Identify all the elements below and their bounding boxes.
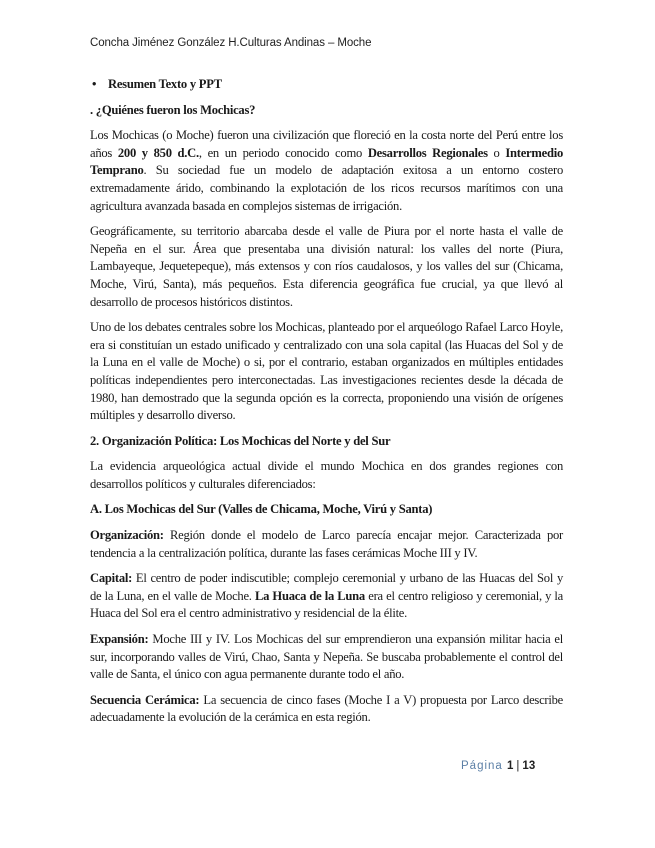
paragraph-geography: Geográficamente, su territorio abarcaba desde el valle de Piura por el norte hasta el valle de Nepeña en el sur. Área que presentaba una división natural: los valles del norte (Piura, Lambayeque, Jequetepeque), más extensos y con ríos caudalosos, y los valles del sur (Chicama, Moche, Virú, Santa), más pequeños. Esta diferencia geográfica fue crucial, ya que llevó al desarrollo de procesos históricos distintos. [90,224,563,309]
section-heading-2: 2. Organización Política: Los Mochicas del Norte y del Sur [90,433,391,448]
question-heading: . ¿Quiénes fueron los Mochicas? [90,102,256,117]
paragraph-capital: Capital: El centro de poder indiscutible; complejo ceremonial y urbano de las Huacas del Sol y de la Luna, en el valle de Moche. La Huaca de la Luna era el centro religioso y ceremonial, y la Huaca del Sol era el centro administrativo y residencial de la élite. [90,571,563,621]
page-header: Concha Jiménez González H.Culturas Andinas – Moche [90,37,372,49]
paragraph-expansion: Expansión: Moche III y IV. Los Mochicas del sur emprendieron una expansión militar hacia el sur, incorporando valles de Virú, Chao, Santa y Nepeña. Se buscaba probablemente el control del valle de Santa, el único con agua permanente durante todo el año. [90,632,563,682]
page-number: 1 [507,760,514,772]
page-footer [461,760,535,772]
page-word: Página [461,760,503,772]
bullet-icon: • [92,77,97,91]
document-body [90,76,563,735]
paragraph-evidence: La evidencia arqueológica actual divide el mundo Mochica en dos grandes regiones con desarrollos políticos y culturales diferenciados: [90,459,563,491]
paragraph-debate: Uno de los debates centrales sobre los Mochicas, planteado por el arqueólogo Rafael Larco Hoyle, era si constituían un estado unificado y centralizado con una sola capital (las Huacas del Sol y de la Luna en el valle de Moche) o si, por el contrario, estaban organizados en múltiples entidades políticas independientes pero interconectadas. Las investigaciones recientes desde la década de 1980, han demostrado que la segunda opción es la correcta, proponiendo una visión de orígenes múltiples y desarrollo diverso. [90,320,563,423]
subsection-heading-a: A. Los Mochicas del Sur (Valles de Chicama, Moche, Virú y Santa) [90,502,433,517]
bullet-text: Resumen Texto y PPT [108,77,222,91]
paragraph-intro: Los Mochicas (o Moche) fueron una civilización que floreció en la costa norte del Perú entre los años 200 y 850 d.C., en un periodo conocido como Desarrollos Regionales o Intermedio Temprano. Su sociedad fue un modelo de adaptación exitosa a un entorno costero extremadamente árido, combinando la explotación de los ricos recursos marítimos con una agricultura avanzada basada en complejos sistemas de irrigación. [90,128,564,213]
page-total: 13 [522,760,536,772]
paragraph-secuencia: Secuencia Cerámica: La secuencia de cinco fases (Moche I a V) propuesta por Larco describe adecuadamente la evolución de la cerámica en esta región. [90,692,563,725]
page-separator: | [516,760,520,772]
paragraph-organizacion: Organización: Región donde el modelo de Larco parecía encajar mejor. Caracterizada por tendencia a la centralización política, durante las fases cerámicas Moche III y IV. [90,528,563,560]
bullet-item [90,76,563,94]
